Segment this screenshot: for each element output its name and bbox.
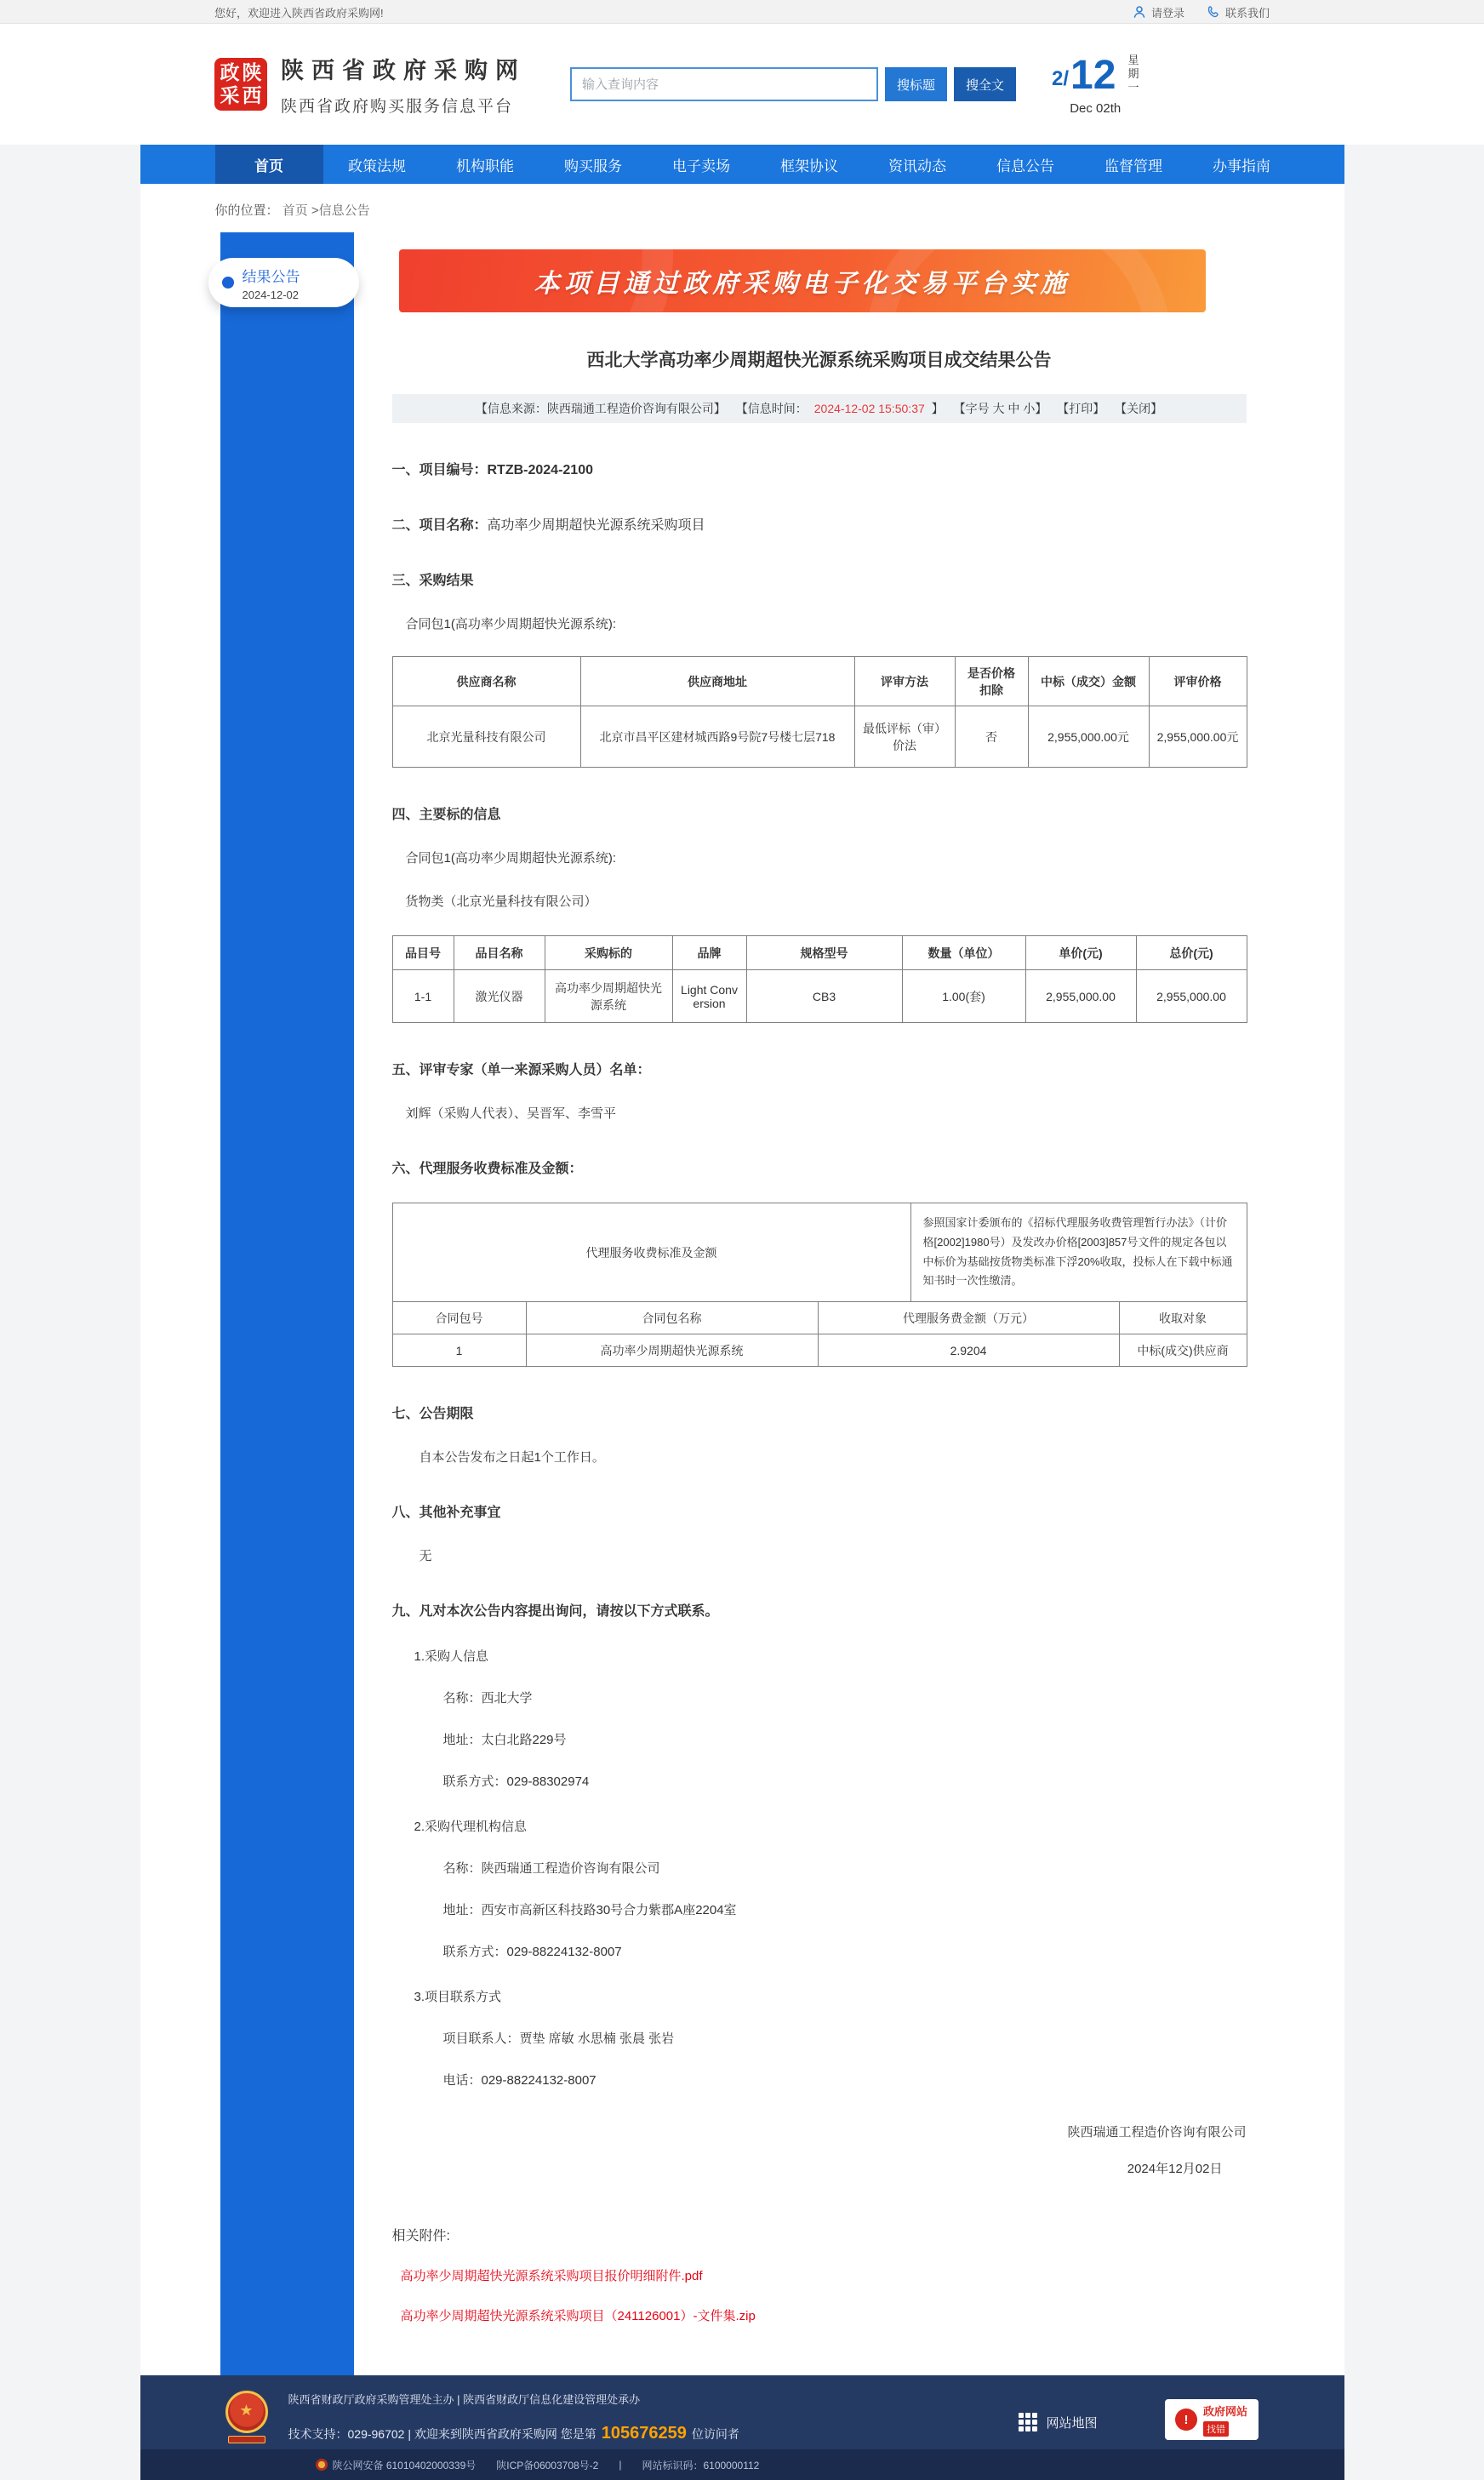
nav-item-emall[interactable]: 电子卖场 xyxy=(672,157,730,174)
contact-label: 联系我们 xyxy=(1224,6,1270,20)
site-title: 陕西省政府采购网 xyxy=(281,58,526,83)
bullet-dot-icon xyxy=(222,277,234,289)
purchaser-phone: 联系方式：029-88302974 xyxy=(442,1774,590,1789)
eprocurement-banner xyxy=(399,249,1206,312)
attachment-link-zip[interactable]: 高功率少周期超快光源系统采购项目（241126001）-文件集.zip xyxy=(400,2309,756,2323)
table-header-row: 合同包号 合同包名称 代理服务费金额（万元） 收取对象 xyxy=(392,1302,1247,1334)
welcome-text: 您好，欢迎进入陕西省政府采购网! xyxy=(214,6,384,20)
agency-address: 地址：西安市高新区科技路30号合力紫郡A座2204室 xyxy=(442,1903,737,1917)
nav-item-announcements[interactable]: 信息公告 xyxy=(996,157,1054,174)
agency-info-title: 2.采购代理机构信息 xyxy=(414,1820,528,1834)
footer-support-line: 技术支持：029-96702 | 欢迎来到陕西省政府采购网 您是第 105676259 位访问者 xyxy=(288,2424,739,2443)
section-6-heading: 六、代理服务收费标准及金额： xyxy=(391,1162,583,1176)
project-contact-title: 3.项目联系方式 xyxy=(414,1990,502,2004)
attachment-link-pdf[interactable]: 高功率少周期超快光源系统采购项目报价明细附件.pdf xyxy=(400,2269,703,2283)
icp-beian-link[interactable]: 陕ICP备06003708号-2 xyxy=(496,2459,599,2471)
user-icon xyxy=(1133,5,1146,19)
government-emblem-badge xyxy=(225,2391,268,2443)
main-navigation xyxy=(140,145,1344,184)
footer-beian-strip: 陕公网安备 61010402000339号 陕ICP备06003708号-2 | 网站标识码：6100000112 xyxy=(140,2449,1344,2480)
table-row: 代理服务收费标准及金额 参照国家计委颁布的《招标代理服务收费管理暂行办法》（计价格[2002]1980号）及发改办价格[2003]857号文件的规定各包以中标价为基础按货物类标准下浮20%收取，投标人在下载中标通知书时一次性缴清。 xyxy=(392,1203,1247,1302)
sitemap-link[interactable] xyxy=(1019,2413,1097,2431)
section-4-note2: 货物类（北京光量科技有限公司） xyxy=(405,894,597,909)
fontsize-control[interactable]: 【字号 大 中 小】 xyxy=(953,402,1047,415)
police-badge-icon xyxy=(316,2459,328,2471)
phone-icon xyxy=(1207,5,1220,19)
section-7-content: 自本公告发布之日起1个工作日。 xyxy=(419,1450,605,1465)
nav-item-home[interactable]: 首页 xyxy=(215,145,323,184)
visitor-count: 105676259 xyxy=(601,2424,687,2443)
section-3-heading: 三、采购结果 xyxy=(391,574,474,588)
weekday-label: 星 期 一 xyxy=(1127,53,1139,94)
section-1-project-number: 一、项目编号：RTZB-2024-2100 xyxy=(391,463,594,477)
logo-text-top: 政陕 xyxy=(220,61,265,83)
procurement-result-table xyxy=(392,656,1247,768)
search-fulltext-button[interactable]: 搜全文 xyxy=(954,67,1016,101)
login-label: 请登录 xyxy=(1150,6,1184,20)
gov-site-label: 政府网站 xyxy=(1202,2405,1247,2418)
purchaser-name: 名称：西北大学 xyxy=(442,1691,533,1706)
section-5-experts: 刘辉（采购人代表）、吴晋军、李雪平 xyxy=(405,1106,617,1121)
purchaser-address: 地址：太白北路229号 xyxy=(442,1733,567,1747)
login-link[interactable] xyxy=(1133,4,1184,20)
footer-organizer-line: 陕西省财政厅政府采购管理处主办 | 陕西省财政厅信息化建设管理处承办 xyxy=(288,2393,641,2406)
site-subtitle: 陕西省政府购买服务信息平台 xyxy=(281,98,514,116)
purchaser-info-title: 1.采购人信息 xyxy=(414,1649,489,1664)
table-row: 北京光量科技有限公司 北京市昌平区建材城西路9号院7号楼七层718 最低评标（审）价法 否 2,955,000.00元 2,955,000.00元 xyxy=(392,706,1247,768)
topbar xyxy=(0,0,1484,24)
meta-time-value: 2024-12-02 15:50:37 xyxy=(813,402,925,415)
site-id-code: 网站标识码：6100000112 xyxy=(642,2459,760,2471)
search-bar xyxy=(570,67,1016,101)
agency-name: 名称：陕西瑞通工程造价咨询有限公司 xyxy=(442,1861,660,1876)
site-header xyxy=(0,24,1484,145)
main-content xyxy=(140,184,1344,2375)
logo-text-bottom: 采西 xyxy=(220,84,265,106)
table-row: 1 高功率少周期超快光源系统 2.9204 中标(成交)供应商 xyxy=(392,1334,1247,1367)
table-row: 1-1 激光仪器 高功率少周期超快光源系统 Light Conversion CB3 1.00(套) 2,955,000.00 2,955,000.00 xyxy=(392,970,1247,1023)
table-header-row: 供应商名称 供应商地址 评审方法 是否价格扣除 中标（成交）金额 评审价格 xyxy=(392,657,1247,706)
sitemap-label: 网站地图 xyxy=(1046,2415,1098,2431)
find-error-icon: ! xyxy=(1175,2409,1197,2431)
project-contacts: 项目联系人：贾垫 席敏 水思楠 张晨 张岩 xyxy=(442,2031,675,2046)
meta-source: 【信息来源：陕西瑞通工程造价咨询有限公司】 xyxy=(475,402,726,415)
nav-item-news[interactable]: 资讯动态 xyxy=(888,157,946,174)
date-month: 2/ xyxy=(1052,66,1070,90)
announcement-article xyxy=(392,232,1247,2375)
section-8-heading: 八、其他补充事宜 xyxy=(391,1506,501,1520)
breadcrumb xyxy=(140,184,1344,232)
sidebar-tab-date: 2024-12-02 xyxy=(242,288,299,301)
signature-company: 陕西瑞通工程造价咨询有限公司 xyxy=(1067,2125,1247,2140)
agency-phone: 联系方式：029-88224132-8007 xyxy=(442,1945,622,1959)
breadcrumb-home-link[interactable]: 首页 xyxy=(282,203,308,218)
site-logo xyxy=(214,58,267,111)
section-3-note: 合同包1(高功率少周期超快光源系统): xyxy=(405,617,617,631)
nav-item-framework[interactable]: 框架协议 xyxy=(780,157,838,174)
find-error-label: 找错 xyxy=(1203,2421,1229,2437)
agency-fee-table xyxy=(392,1301,1247,1367)
date-day: 12 xyxy=(1070,52,1116,98)
grid-icon xyxy=(1019,2413,1037,2431)
section-9-heading: 九、凡对本次公告内容提出询问，请按以下方式联系。 xyxy=(391,1604,719,1619)
print-button[interactable]: 【打印】 xyxy=(1057,402,1105,415)
public-security-beian-link[interactable]: 陕公网安备 61010402000339号 xyxy=(316,2458,477,2472)
agency-fee-table-top xyxy=(392,1203,1247,1302)
search-title-button[interactable]: 搜标题 xyxy=(885,67,947,101)
contact-link[interactable] xyxy=(1207,4,1270,20)
banner-text: 本项目通过政府采购电子化交易平台实施 xyxy=(534,270,1070,298)
meta-time-label: 【信息时间： xyxy=(735,402,808,415)
sidebar-tab-label: 结果公告 xyxy=(242,268,300,285)
nav-item-purchase-services[interactable]: 购买服务 xyxy=(564,157,622,174)
close-button[interactable]: 【关闭】 xyxy=(1115,402,1163,415)
section-5-heading: 五、评审专家（单一来源采购人员）名单： xyxy=(391,1063,651,1077)
nav-item-policies[interactable]: 政策法规 xyxy=(348,157,406,174)
breadcrumb-label: 你的位置： xyxy=(214,203,279,218)
table-header-row: 品目号 品目名称 采购标的 品牌 规格型号 数量（单位） 单价(元) 总价(元) xyxy=(392,936,1247,970)
nav-item-guide[interactable]: 办事指南 xyxy=(1213,157,1270,174)
site-footer xyxy=(140,2375,1344,2480)
date-widget xyxy=(1052,54,1139,116)
attachments-label: 相关附件: xyxy=(391,2229,450,2243)
section-2-project-name: 二、项目名称：高功率少周期超快光源系统采购项目 xyxy=(391,518,705,533)
breadcrumb-current-link[interactable]: >信息公告 xyxy=(311,203,370,218)
section-4-heading: 四、主要标的信息 xyxy=(391,808,501,822)
nav-item-functions[interactable]: 机构职能 xyxy=(456,157,514,174)
left-sidebar xyxy=(220,232,354,2375)
bid-items-table xyxy=(392,935,1247,1023)
article-meta-bar: 【信息来源：陕西瑞通工程造价咨询有限公司】 【信息时间： 2024-12-02 15:50:37 】 【字号 大 中 小】 【打印】 【关闭】 xyxy=(392,394,1247,423)
page-title: 西北大学高功率少周期超快光源系统采购项目成交结果公告 xyxy=(586,351,1052,370)
section-4-note1: 合同包1(高功率少周期超快光源系统): xyxy=(405,851,617,866)
sidebar-item-result-announcement[interactable] xyxy=(208,258,359,307)
date-english: Dec 02th xyxy=(1070,100,1122,116)
nav-item-supervision[interactable]: 监督管理 xyxy=(1104,157,1162,174)
signature-date: 2024年12月02日 xyxy=(1127,2162,1223,2176)
section-7-heading: 七、公告期限 xyxy=(391,1407,474,1421)
section-8-content: 无 xyxy=(419,1549,432,1563)
search-input[interactable] xyxy=(570,67,878,101)
gov-site-error-report-widget[interactable] xyxy=(1165,2399,1259,2440)
project-phone: 电话：029-88224132-8007 xyxy=(442,2073,596,2088)
